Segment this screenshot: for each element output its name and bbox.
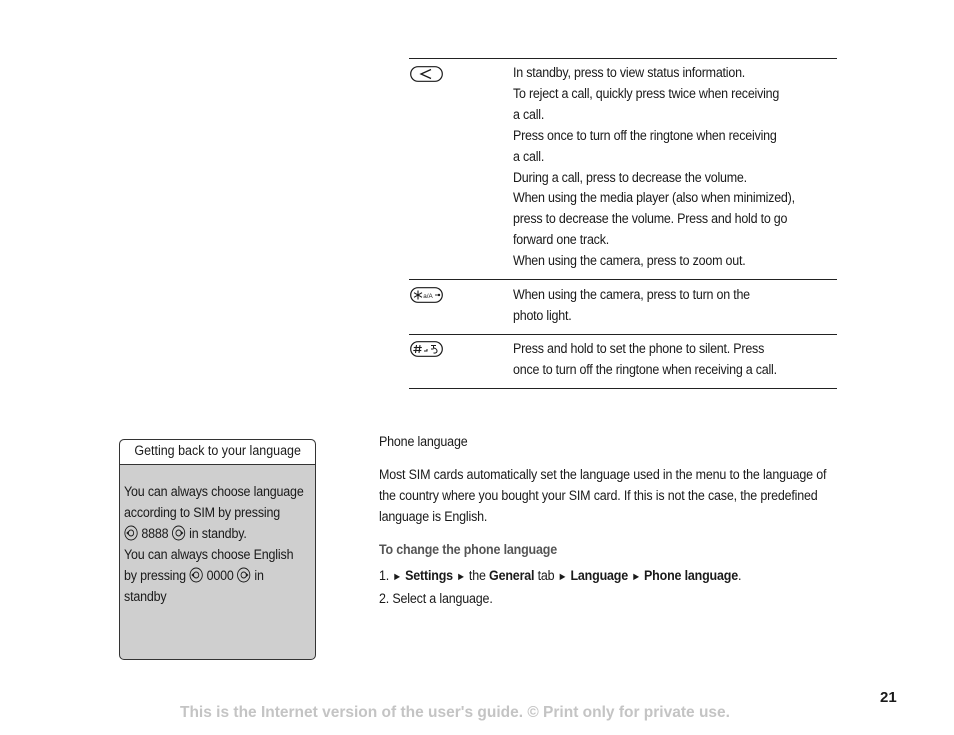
text-line: During a call, press to decrease the volume. bbox=[513, 169, 747, 186]
code-8888: 8888 bbox=[141, 526, 169, 542]
text-line: press to decrease the volume. Press and hold to go bbox=[513, 211, 788, 228]
text-line: To reject a call, quickly press twice when receiving bbox=[513, 85, 780, 102]
key-function-table bbox=[409, 58, 837, 389]
star-key-label: a/A bbox=[423, 292, 433, 300]
key-row-description bbox=[513, 280, 837, 334]
tip-box-body bbox=[120, 465, 315, 608]
arrow-right-icon: ► bbox=[631, 571, 641, 583]
text-line: according to SIM by pressing bbox=[124, 505, 281, 521]
nav-right-key-icon bbox=[172, 525, 186, 541]
arrow-right-icon: ► bbox=[456, 571, 466, 583]
text-line: forward one track. bbox=[513, 232, 609, 249]
tip-box-title: Getting back to your language bbox=[120, 440, 315, 465]
procedure-heading: To change the phone language bbox=[379, 542, 557, 558]
text-line: a call. bbox=[513, 106, 545, 123]
text-line: You can always choose English bbox=[124, 547, 294, 563]
step-1: 1. ► Settings ► the General tab ► Language ► Phone language. bbox=[379, 568, 742, 584]
menu-phone-language: Phone language bbox=[644, 568, 738, 584]
left-soft-key-icon bbox=[410, 66, 443, 82]
key-row-left-soft bbox=[409, 58, 837, 279]
text-line: Most SIM cards automatically set the language used in the menu to the language of bbox=[379, 467, 827, 483]
text-line: language is English. bbox=[379, 509, 488, 525]
section-heading: Phone language bbox=[379, 434, 468, 450]
text-line: In standby, press to view status information. bbox=[513, 65, 746, 81]
text-line: by pressing 0000 in bbox=[124, 568, 264, 584]
arrow-right-icon: ► bbox=[557, 571, 568, 583]
language-tip-box bbox=[119, 439, 316, 660]
text-line: the country where you bought your SIM card. If this is not the case, the predefined bbox=[379, 488, 818, 504]
arrow-right-icon: ► bbox=[392, 571, 402, 583]
nav-left-key-icon bbox=[189, 567, 203, 583]
text-line: once to turn off the ringtone when receiving a call. bbox=[513, 361, 777, 378]
menu-settings: Settings bbox=[405, 568, 453, 584]
hash-key-icon bbox=[410, 341, 443, 357]
tab-general: General bbox=[489, 568, 535, 584]
page-number: 21 bbox=[880, 689, 897, 706]
text-line: You can always choose language bbox=[124, 484, 304, 500]
key-row-description bbox=[513, 335, 837, 388]
code-0000: 0000 bbox=[206, 568, 234, 584]
nav-left-key-icon bbox=[124, 525, 138, 541]
key-row-hash bbox=[409, 334, 837, 389]
nav-right-key-icon bbox=[237, 567, 251, 583]
text-line: photo light. bbox=[513, 307, 572, 324]
menu-language: Language bbox=[570, 568, 629, 584]
step-2: 2. Select a language. bbox=[379, 591, 493, 607]
text-line: standby bbox=[124, 589, 167, 605]
text-line: Press once to turn off the ringtone when receiving bbox=[513, 127, 777, 144]
star-key-icon bbox=[410, 287, 443, 303]
text-line: Press and hold to set the phone to silent. Press bbox=[513, 340, 765, 357]
text-line: a call. bbox=[513, 148, 545, 165]
text-line: When using the media player (also when minimized), bbox=[513, 190, 795, 207]
text-line: When using the camera, press to turn on the bbox=[513, 287, 750, 304]
key-row-description bbox=[513, 59, 837, 279]
footer-notice: This is the Internet version of the user's guide. © Print only for private use. bbox=[180, 704, 730, 721]
intro-paragraph bbox=[379, 465, 879, 528]
key-row-star bbox=[409, 279, 837, 334]
text-line: 8888 in standby. bbox=[124, 524, 292, 545]
text-line: When using the camera, press to zoom out. bbox=[513, 253, 746, 270]
